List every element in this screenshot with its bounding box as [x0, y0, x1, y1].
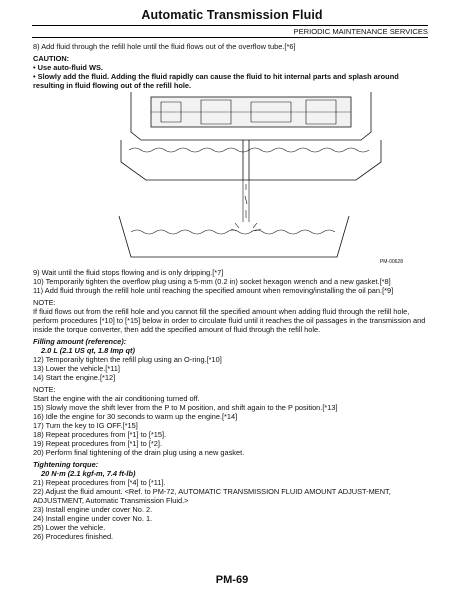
filling-amount-value: 2.0 L (2.1 US qt, 1.8 Imp qt)	[41, 346, 135, 355]
step-18: 18) Repeat procedures from [*1] to [*15].	[33, 430, 167, 439]
step-22: 22) Adjust the fluid amount. <Ref. to PM-72, AUTOMATIC TRANSMISSION FLUID AMOUNT ADJUST-MENT, ADJUSTMENT, Automatic Transmission Fluid.>	[33, 487, 391, 505]
section-label: PERIODIC MAINTENANCE SERVICES	[293, 27, 428, 36]
transmission-fluid-illustration	[101, 92, 405, 267]
note-1-label: NOTE:	[33, 298, 56, 307]
step-14: 14) Start the engine.[*12]	[33, 373, 116, 382]
step-10: 10) Temporarily tighten the overflow plug using a 5-mm (0.2 in) socket hexagon wrench and a new gasket.[*8]	[33, 277, 391, 286]
step-12: 12) Temporarily tighten the refill plug using an O-ring.[*10]	[33, 355, 222, 364]
step-8: 8) Add fluid through the refill hole until the fluid flows out of the overflow tube.[*6]	[33, 42, 296, 51]
step-25: 25) Lower the vehicle.	[33, 523, 106, 532]
overflow-tube	[243, 140, 249, 180]
figure-id: PM-00628	[379, 259, 403, 265]
header-rule	[32, 25, 428, 26]
page-number: PM-69	[215, 574, 249, 586]
step-16: 16) Idle the engine for 30 seconds to warm up the engine.[*14]	[33, 412, 238, 421]
refill-diagram	[101, 92, 405, 267]
note-1-text: If fluid flows out from the refill hole and you cannot fill the specified amount when adding fluid through the refill hole, perform procedures [*10] to [*15] below in order to circulate fluid until it reaches the oil passages in the transmission and inside the torque converter, then add the specified amount of fluid through the refill hole.	[33, 307, 426, 334]
caution-label: CAUTION:	[33, 54, 70, 63]
step-21: 21) Repeat procedures from [*4] to [*11].	[33, 478, 166, 487]
step-13: 13) Lower the vehicle.[*11]	[33, 364, 120, 373]
tightening-torque-label: Tightening torque:	[33, 460, 99, 469]
step-9: 9) Wait until the fluid stops flowing and is only dripping.[*7]	[33, 268, 224, 277]
step-23: 23) Install engine under cover No. 2.	[33, 505, 153, 514]
caution-item-2: • Slowly add the fluid. Adding the fluid rapidly can cause the fluid to hit internal parts and splash around resulting in fluid flowing out of the refill hole.	[33, 72, 399, 90]
top-block	[33, 42, 429, 90]
step-11: 11) Add fluid through the refill hole until reaching the specified amount when removing/installing the oil pan.[*9]	[33, 286, 394, 295]
header-rule-lower	[32, 37, 428, 38]
filling-amount-label: Filling amount (reference):	[33, 337, 127, 346]
caution-item-1: • Use auto-fluid WS.	[33, 63, 103, 72]
drain-basin	[119, 216, 349, 257]
step-15: 15) Slowly move the shift lever from the P to M position, and shift again to the P position.[*13]	[33, 403, 338, 412]
step-24: 24) Install engine under cover No. 1.	[33, 514, 153, 523]
page-title: Automatic Transmission Fluid	[141, 8, 323, 22]
tightening-torque-value: 20 N·m (2.1 kgf-m, 7.4 ft-lb)	[41, 469, 136, 478]
note-2-label: NOTE:	[33, 385, 56, 394]
oil-pan	[121, 140, 381, 180]
note-2-text: Start the engine with the air conditioning turned off.	[33, 394, 200, 403]
middle-block	[33, 268, 429, 541]
step-19: 19) Repeat procedures from [*1] to [*2].	[33, 439, 162, 448]
step-17: 17) Turn the key to IG OFF.[*15]	[33, 421, 138, 430]
step-20: 20) Perform final tightening of the drain plug using a new gasket.	[33, 448, 245, 457]
step-26: 26) Procedures finished.	[33, 532, 114, 541]
